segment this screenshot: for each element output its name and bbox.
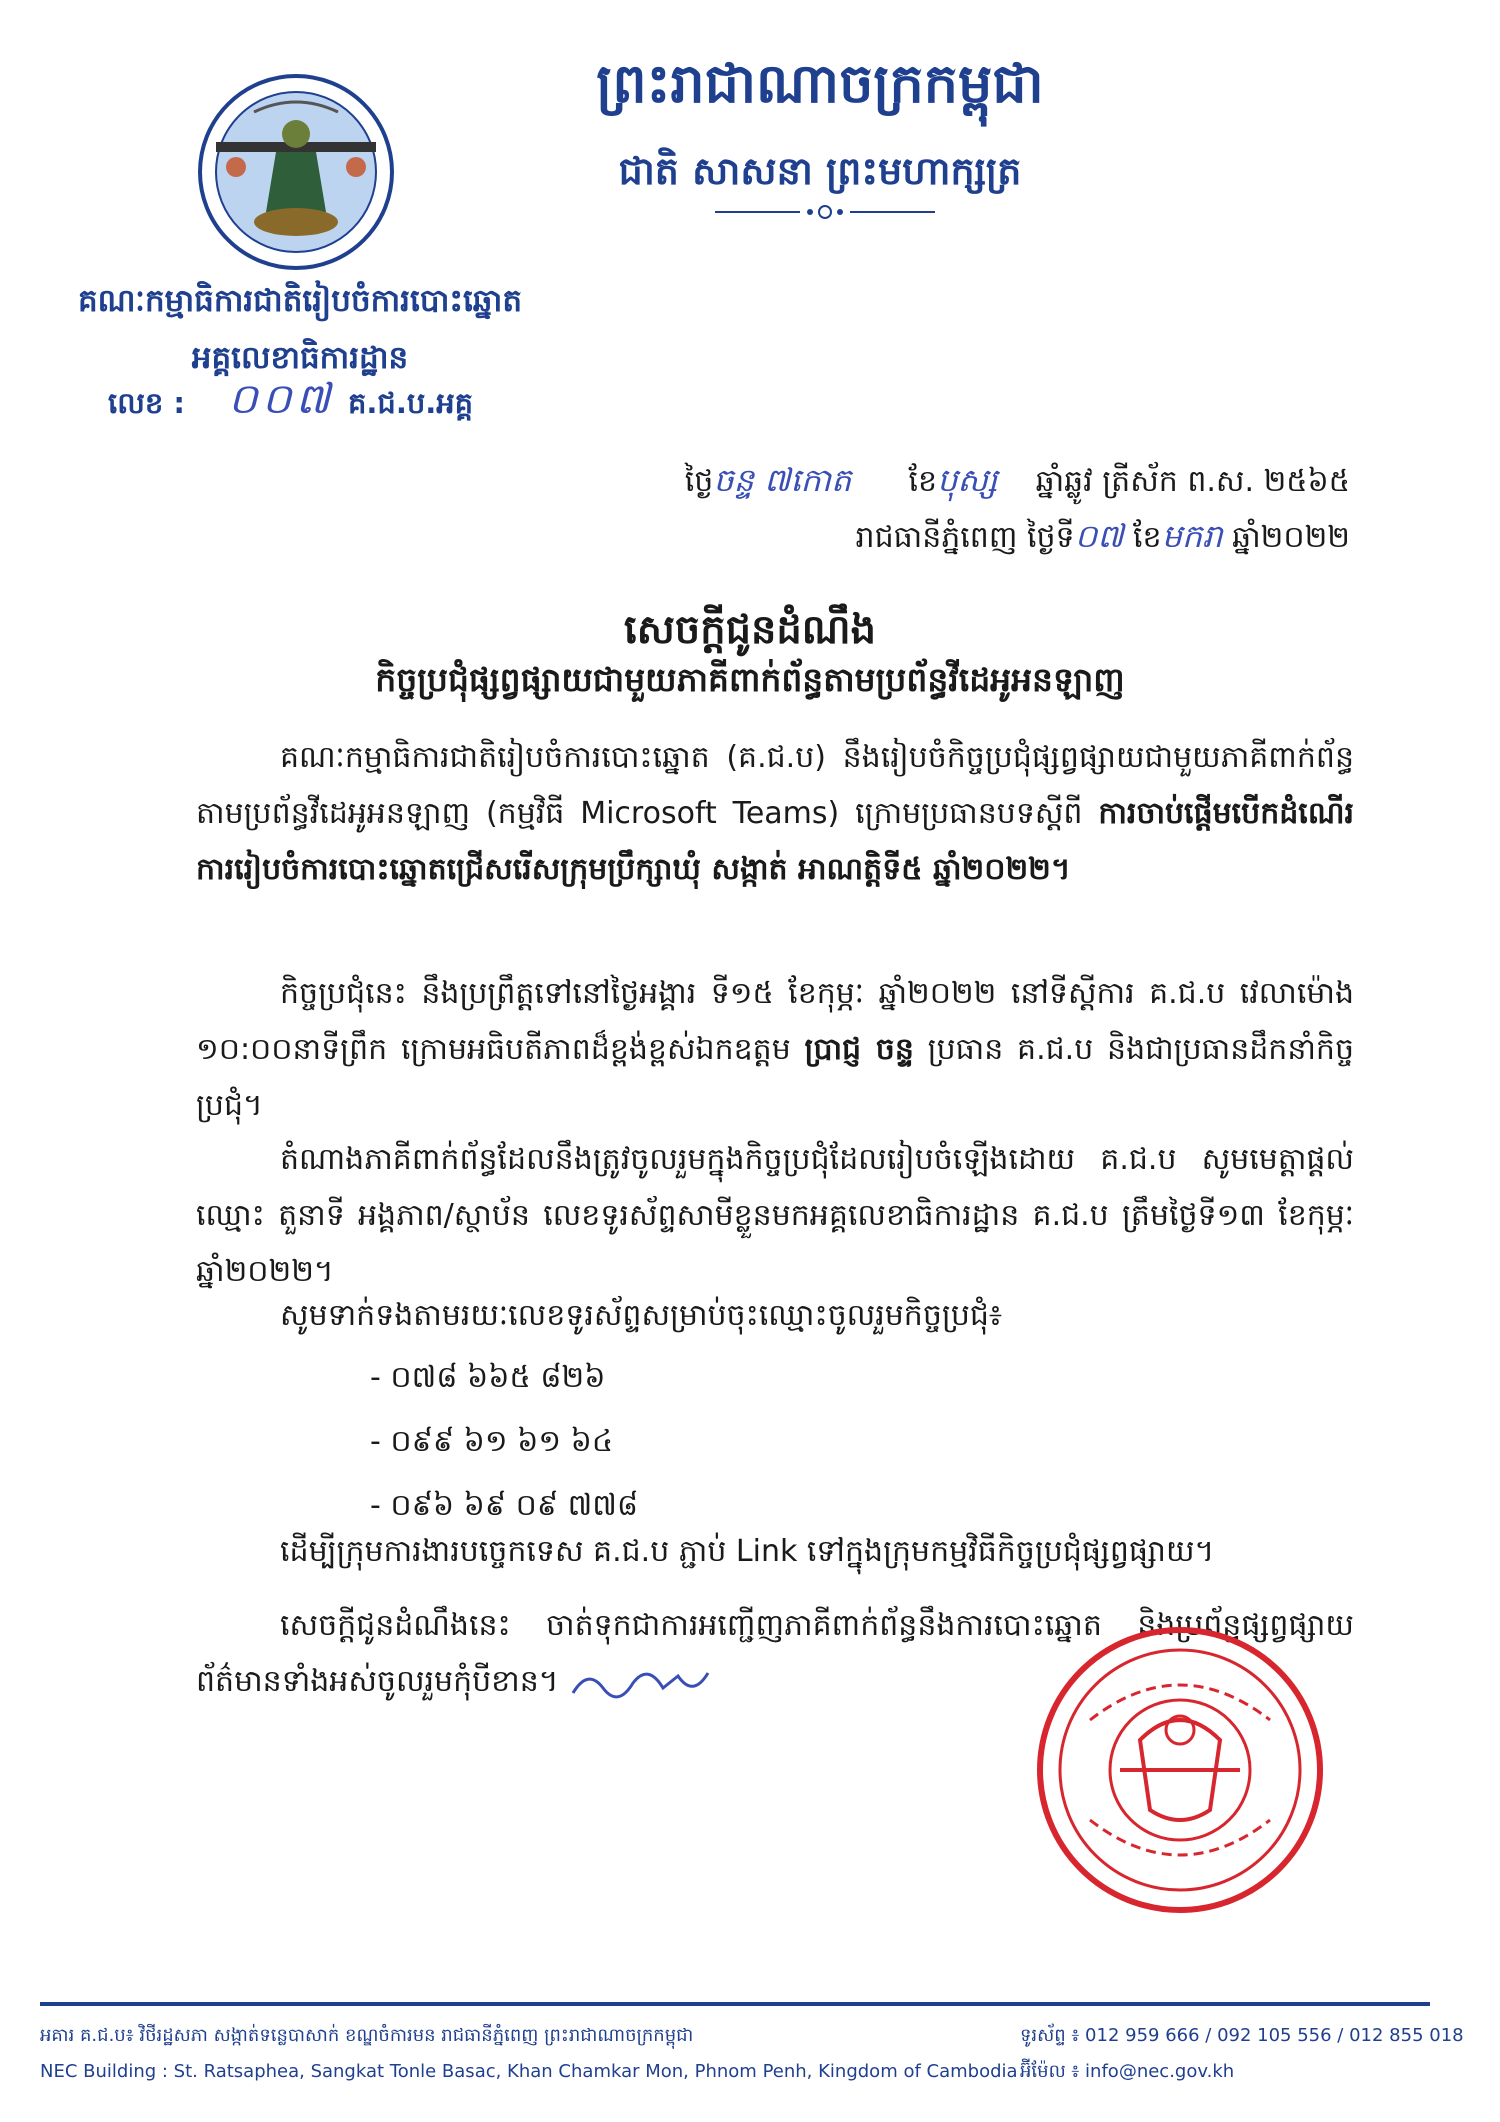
solar-month-label: ខែ (1133, 520, 1162, 555)
lunar-month-value: បុស្ស (937, 461, 998, 499)
paragraph-meeting-details (196, 966, 1354, 1134)
paragraph-link-text: ដើម្បីក្រុមការងារបច្ចេកទេស គ.ជ.ប ភ្ជាប់ Link ទៅក្នុងក្រុមកម្មវិធីកិច្ចប្រជុំផ្សព្វផ្សាយ។ (280, 1534, 1215, 1569)
paragraph-intro-text: គណៈកម្មាធិការជាតិរៀបចំការបោះឆ្នោត (គ.ជ.ប) នឹងរៀបចំកិច្ចប្រជុំផ្សព្វផ្សាយជាមួយភាគីពាក់ព័ន្ធតាមប្រព័ន្ធវីដេអូអនឡាញ (កម្មវិធី Microsoft Teams) ក្រោមប្រធានបទស្តីពី (196, 740, 1354, 831)
phone-list (370, 1346, 638, 1538)
lunar-month-label: ខែ (908, 464, 938, 499)
paragraph-intro-topic: ការចាប់ផ្តើមបើកដំណើរការរៀបចំការបោះឆ្នោតជ្រើសរើសក្រុមប្រឹក្សាឃុំ សង្កាត់ អាណត្តិទី៥ ឆ្នាំ២០២២។ (196, 796, 1354, 887)
footer-contact (1020, 2018, 1464, 2090)
official-seal-icon (1030, 1620, 1330, 1920)
kingdom-title: ព្រះរាជាណាចក្រកម្ពុជា (596, 52, 1044, 115)
footer-phone: ទូរស័ព្ទ ៖ 012 959 666 / 092 105 556 / 012 855 018 (1020, 2025, 1464, 2046)
chairman-name: ប្រាជ្ញ ចន្ទ (804, 1032, 914, 1067)
paragraph-meeting-text-b: ប្រធាន គ.ជ.ប និងជាប្រធានដឹកនាំកិច្ចប្រជុំ។ (196, 1032, 1354, 1123)
list-item: - ០៩៩ ៦១ ៦១ ៦៤ (370, 1424, 614, 1459)
paragraph-registration-text: តំណាងភាគីពាក់ព័ន្ធដែលនឹងត្រូវចូលរួមក្នុងកិច្ចប្រជុំដែលរៀបចំឡើងដោយ គ.ជ.ប សូមមេត្តាផ្តល់ឈ្មោះ តួនាទី អង្គភាព/ស្ថាប័ន លេខទូរស័ព្ទសាមីខ្លួនមកអគ្គលេខាធិការដ្ឋាន គ.ជ.ប ត្រឹមថ្ងៃទី១៣ ខែកុម្ភៈ ឆ្នាំ២០២២។ (196, 1142, 1354, 1289)
footer-address-en: NEC Building : St. Ratsaphea, Sangkat Tonle Basac, Khan Chamkar Mon, Phnom Penh, Kingdom of Cambodia (40, 2061, 1018, 2082)
solar-month-value: មករា (1161, 517, 1223, 555)
paragraph-contact: សូមទាក់ទងតាមរយៈលេខទូរស័ព្ទសម្រាប់ចុះឈ្មោះចូលរួមកិច្ចប្រជុំ៖ (280, 1298, 1003, 1333)
lunar-day-value: ចន្ទ ៧កោត (713, 461, 852, 499)
footer-address-kh: អគារ គ.ជ.ប៖ វិថីរដ្ឋសភា សង្កាត់ទន្លេបាសាក់ ខណ្ឌចំការមន រាជធានីភ្នំពេញ ព្រះរាជាណាចក្រកម្ពុជា (40, 2025, 694, 2046)
agency-header (40, 282, 560, 384)
paragraph-link (196, 1524, 1354, 1580)
solar-date-line (856, 516, 1350, 563)
nec-emblem-icon (196, 72, 396, 272)
solar-day-value: ០៧ (1074, 517, 1124, 555)
ref-suffix: គ.ជ.ប.អគ្គ (348, 386, 474, 420)
lunar-date-line (685, 460, 1350, 507)
footer-rule (40, 2002, 1430, 2006)
footer-email[interactable]: អ៊ីម៉ែល ៖ info@nec.gov.kh (1020, 2061, 1235, 2082)
initials-signature-icon (568, 1658, 718, 1708)
document-subtitle: កិច្ចប្រជុំផ្សព្វផ្សាយជាមួយភាគីពាក់ព័ន្ធតាមប្រព័ន្ធវីដេអូអនឡាញ (375, 660, 1125, 699)
agency-name: គណៈកម្មាធិការជាតិរៀបចំការបោះឆ្នោត (77, 283, 523, 319)
solar-year: ឆ្នាំ២០២២ (1232, 520, 1350, 555)
list-item: - ០៩៦ ៦៩ ០៩ ៧៧៨ (370, 1488, 639, 1523)
lunar-day-label: ថ្ងៃ (684, 464, 714, 499)
paragraph-meeting-text-a: កិច្ចប្រជុំនេះ នឹងប្រព្រឹត្តទៅនៅថ្ងៃអង្គារ ទី១៥ ខែកុម្ភៈ ឆ្នាំ២០២២ នៅទីស្តីការ គ.ជ.ប វេលាម៉ោង ១០:០០នាទីព្រឹក ក្រោមអធិបតីភាពដ៏ខ្ពង់ខ្ពស់ឯកឧត្តម (196, 976, 1354, 1067)
paragraph-invitation-text: សេចក្តីជូនដំណឹងនេះ ចាត់ទុកជាការអញ្ជើញភាគីពាក់ព័ន្ធនឹងការបោះឆ្នោត និងប្រព័ន្ធផ្សព្វផ្សាយព័ត៌មានទាំងអស់ចូលរួមកុំបីខាន។ (196, 1608, 1354, 1699)
ref-label: លេខ : (108, 386, 185, 420)
solar-prefix: រាជធានីភ្នំពេញ ថ្ងៃទី (855, 520, 1075, 555)
ref-number: ០០៧ (228, 374, 334, 423)
reference-number-row (108, 374, 528, 428)
document-title: សេចក្តីជូនដំណឹង (624, 607, 876, 653)
paragraph-intro (196, 730, 1354, 898)
footer-address (40, 2018, 1018, 2090)
divider-ornament-icon (715, 200, 935, 224)
kingdom-motto: ជាតិ សាសនា ព្រះមហាក្សត្រ (618, 149, 1022, 193)
paragraph-registration (196, 1132, 1354, 1300)
lunar-year: ឆ្នាំឆ្លូវ ត្រីស័ក ព.ស. ២៥៦៥ (1035, 464, 1350, 499)
kingdom-header (560, 50, 1080, 203)
agency-department: អគ្គលេខាធិការដ្ឋាន (191, 340, 409, 376)
list-item: - ០៧៨ ៦៦៥ ៨២៦ (370, 1360, 606, 1395)
